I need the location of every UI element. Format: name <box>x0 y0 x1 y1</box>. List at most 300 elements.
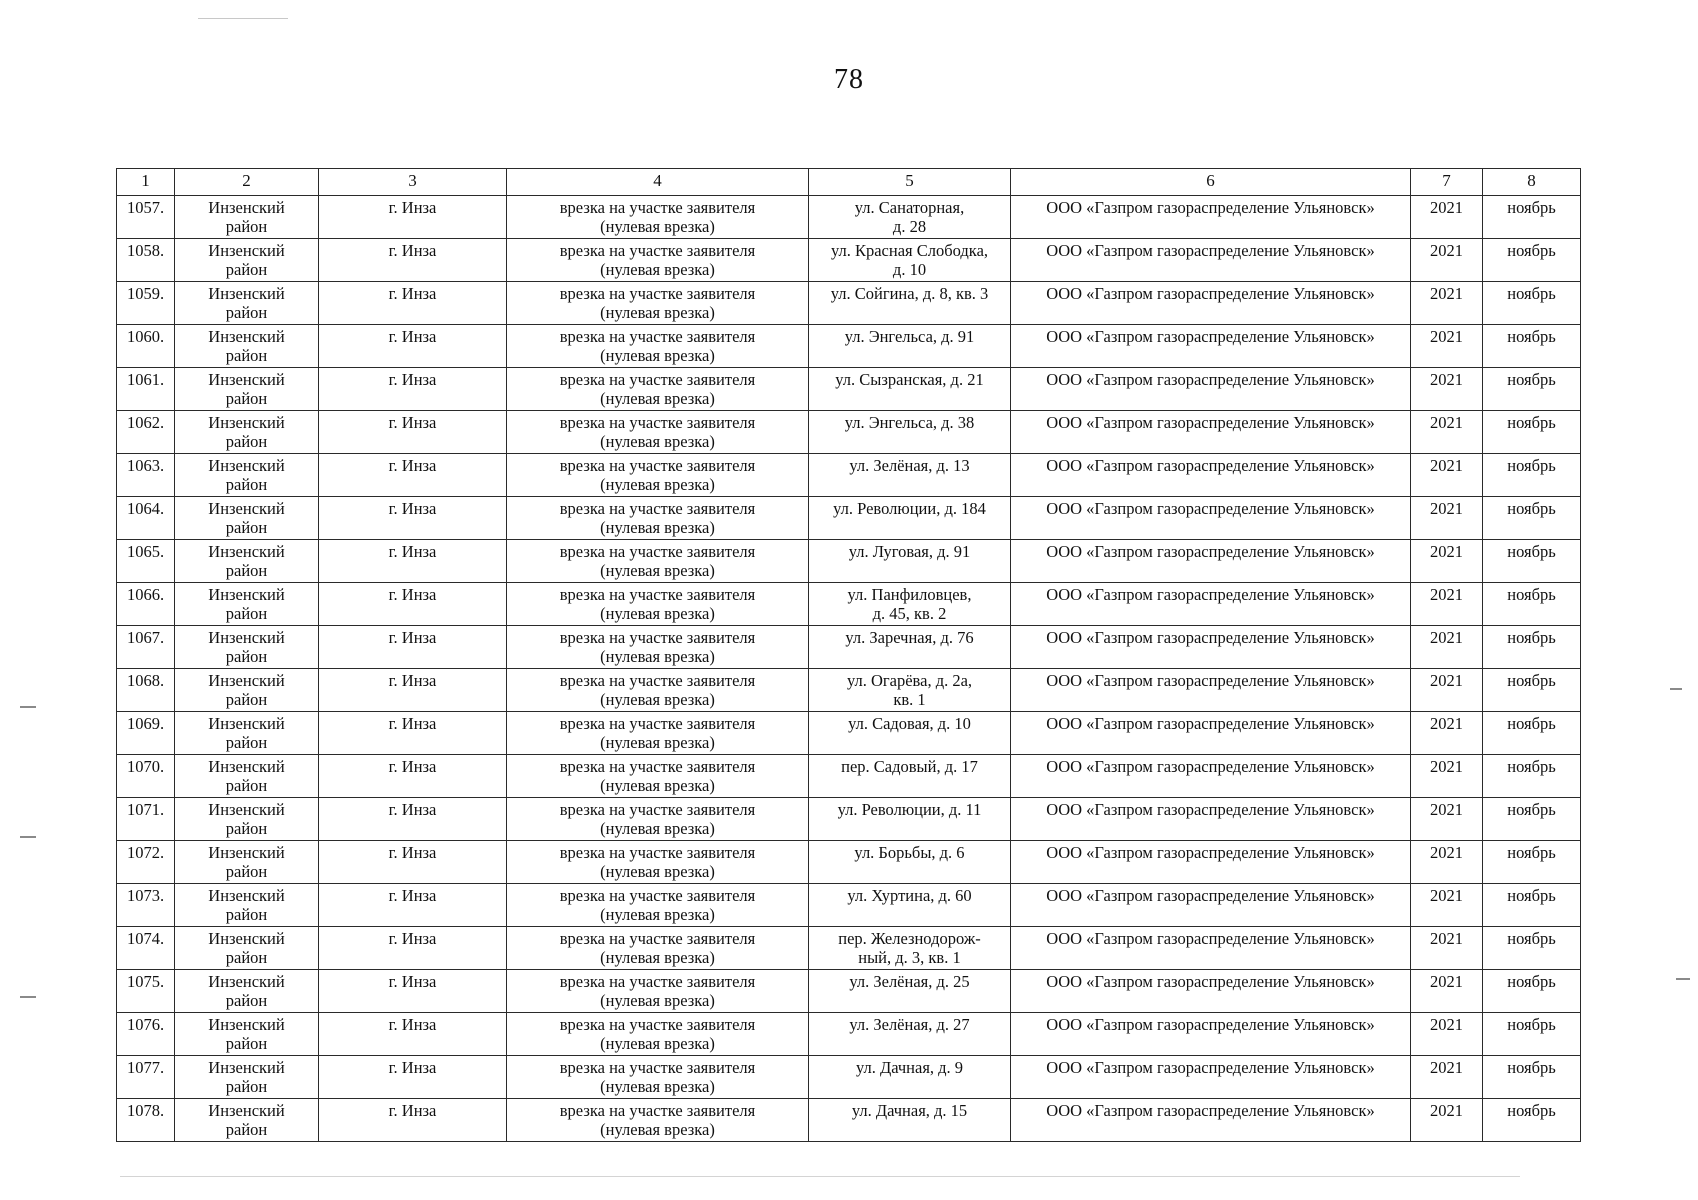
locality-cell: г. Инза <box>319 368 507 411</box>
address-cell-line: ул. Зелёная, д. 13 <box>849 456 970 475</box>
work-type-cell-line: врезка на участке заявителя <box>559 413 756 432</box>
row-number: 1061. <box>117 368 175 411</box>
work-type-cell-line: (нулевая врезка) <box>600 690 715 709</box>
district-cell-line: район <box>225 1120 268 1139</box>
row-number: 1064. <box>117 497 175 540</box>
district-cell-line: Инзенский <box>208 628 285 647</box>
month-cell: ноябрь <box>1483 454 1581 497</box>
address-cell-line: ул. Сызранская, д. 21 <box>835 370 984 389</box>
scan-mark <box>20 706 36 708</box>
year-cell: 2021 <box>1411 755 1483 798</box>
locality-cell: г. Инза <box>319 497 507 540</box>
work-type-cell-line: (нулевая врезка) <box>600 776 715 795</box>
district-cell-line: Инзенский <box>208 241 285 260</box>
work-type-cell-line: врезка на участке заявителя <box>559 671 756 690</box>
address-cell <box>809 497 1011 540</box>
month-cell: ноябрь <box>1483 1013 1581 1056</box>
organization-cell: ООО «Газпром газораспределение Ульяновск» <box>1011 368 1411 411</box>
work-type-cell <box>507 798 809 841</box>
work-type-cell-line: (нулевая врезка) <box>600 1120 715 1139</box>
work-type-cell-line: (нулевая врезка) <box>600 733 715 752</box>
district-cell-line: Инзенский <box>208 284 285 303</box>
work-type-cell-line: (нулевая врезка) <box>600 346 715 365</box>
address-cell-line: ный, д. 3, кв. 1 <box>858 948 961 967</box>
table-row <box>117 669 1581 712</box>
work-type-cell <box>507 497 809 540</box>
year-cell: 2021 <box>1411 626 1483 669</box>
work-type-cell-line: (нулевая врезка) <box>600 303 715 322</box>
column-header: 6 <box>1011 169 1411 196</box>
organization-cell: ООО «Газпром газораспределение Ульяновск» <box>1011 239 1411 282</box>
table-row <box>117 626 1581 669</box>
table-row <box>117 368 1581 411</box>
work-type-cell <box>507 755 809 798</box>
district-cell-line: Инзенский <box>208 542 285 561</box>
row-number: 1062. <box>117 411 175 454</box>
work-type-cell <box>507 1099 809 1142</box>
organization-cell: ООО «Газпром газораспределение Ульяновск» <box>1011 282 1411 325</box>
organization-cell: ООО «Газпром газораспределение Ульяновск» <box>1011 798 1411 841</box>
address-cell-line: ул. Энгельса, д. 91 <box>844 327 975 346</box>
district-cell-line: район <box>225 217 268 236</box>
address-cell <box>809 798 1011 841</box>
address-cell-line: ул. Борьбы, д. 6 <box>854 843 965 862</box>
address-cell-line: ул. Панфиловцев, <box>847 585 972 604</box>
work-type-cell-line: врезка на участке заявителя <box>559 800 756 819</box>
organization-cell: ООО «Газпром газораспределение Ульяновск» <box>1011 884 1411 927</box>
month-cell: ноябрь <box>1483 282 1581 325</box>
table-row <box>117 497 1581 540</box>
address-cell <box>809 970 1011 1013</box>
row-number: 1076. <box>117 1013 175 1056</box>
work-type-cell-line: (нулевая врезка) <box>600 518 715 537</box>
address-cell-line: ул. Садовая, д. 10 <box>848 714 971 733</box>
district-cell-line: район <box>225 303 268 322</box>
locality-cell: г. Инза <box>319 798 507 841</box>
locality-cell: г. Инза <box>319 669 507 712</box>
year-cell: 2021 <box>1411 497 1483 540</box>
row-number: 1067. <box>117 626 175 669</box>
district-cell-line: район <box>225 819 268 838</box>
organization-cell: ООО «Газпром газораспределение Ульяновск» <box>1011 411 1411 454</box>
address-cell-line: ул. Энгельса, д. 38 <box>844 413 975 432</box>
work-type-cell <box>507 841 809 884</box>
address-cell <box>809 540 1011 583</box>
table-row <box>117 1056 1581 1099</box>
district-cell-line: район <box>225 1034 268 1053</box>
locality-cell: г. Инза <box>319 970 507 1013</box>
district-cell <box>175 239 319 282</box>
district-cell <box>175 540 319 583</box>
district-cell-line: Инзенский <box>208 929 285 948</box>
address-cell <box>809 1056 1011 1099</box>
address-cell-line: ул. Зелёная, д. 27 <box>849 1015 970 1034</box>
district-cell <box>175 1013 319 1056</box>
district-cell-line: Инзенский <box>208 1015 285 1034</box>
district-cell <box>175 1056 319 1099</box>
district-cell-line: Инзенский <box>208 327 285 346</box>
locality-cell: г. Инза <box>319 239 507 282</box>
work-type-cell-line: (нулевая врезка) <box>600 862 715 881</box>
work-type-cell-line: (нулевая врезка) <box>600 217 715 236</box>
work-type-cell-line: (нулевая врезка) <box>600 819 715 838</box>
year-cell: 2021 <box>1411 1099 1483 1142</box>
month-cell: ноябрь <box>1483 497 1581 540</box>
month-cell: ноябрь <box>1483 755 1581 798</box>
table-row <box>117 1013 1581 1056</box>
month-cell: ноябрь <box>1483 540 1581 583</box>
month-cell: ноябрь <box>1483 1056 1581 1099</box>
work-type-cell <box>507 583 809 626</box>
table-row <box>117 884 1581 927</box>
address-cell-line: ул. Революции, д. 11 <box>837 800 982 819</box>
row-number: 1072. <box>117 841 175 884</box>
year-cell: 2021 <box>1411 841 1483 884</box>
locality-cell: г. Инза <box>319 325 507 368</box>
row-number: 1057. <box>117 196 175 239</box>
month-cell: ноябрь <box>1483 196 1581 239</box>
work-type-cell-line: врезка на участке заявителя <box>559 714 756 733</box>
district-cell-line: Инзенский <box>208 714 285 733</box>
district-cell-line: район <box>225 432 268 451</box>
work-type-cell <box>507 196 809 239</box>
work-type-cell-line: врезка на участке заявителя <box>559 542 756 561</box>
year-cell: 2021 <box>1411 712 1483 755</box>
work-type-cell <box>507 626 809 669</box>
organization-cell: ООО «Газпром газораспределение Ульяновск» <box>1011 626 1411 669</box>
month-cell: ноябрь <box>1483 798 1581 841</box>
column-header: 8 <box>1483 169 1581 196</box>
district-cell <box>175 970 319 1013</box>
address-cell-line: кв. 1 <box>893 690 926 709</box>
address-cell-line: д. 28 <box>892 217 927 236</box>
work-type-cell <box>507 927 809 970</box>
row-number: 1066. <box>117 583 175 626</box>
year-cell: 2021 <box>1411 884 1483 927</box>
month-cell: ноябрь <box>1483 927 1581 970</box>
work-type-cell <box>507 669 809 712</box>
row-number: 1071. <box>117 798 175 841</box>
work-type-cell-line: (нулевая врезка) <box>600 475 715 494</box>
locality-cell: г. Инза <box>319 626 507 669</box>
work-type-cell-line: врезка на участке заявителя <box>559 628 756 647</box>
district-cell-line: Инзенский <box>208 499 285 518</box>
locality-cell: г. Инза <box>319 282 507 325</box>
district-cell-line: район <box>225 604 268 623</box>
district-cell-line: район <box>225 862 268 881</box>
month-cell: ноябрь <box>1483 669 1581 712</box>
district-cell-line: Инзенский <box>208 456 285 475</box>
district-cell-line: район <box>225 905 268 924</box>
work-type-cell-line: (нулевая врезка) <box>600 604 715 623</box>
locality-cell: г. Инза <box>319 1099 507 1142</box>
district-cell <box>175 712 319 755</box>
work-type-cell-line: врезка на участке заявителя <box>559 456 756 475</box>
district-cell-line: Инзенский <box>208 972 285 991</box>
district-cell-line: район <box>225 991 268 1010</box>
organization-cell: ООО «Газпром газораспределение Ульяновск» <box>1011 583 1411 626</box>
work-type-cell <box>507 970 809 1013</box>
work-type-cell <box>507 884 809 927</box>
district-cell-line: Инзенский <box>208 671 285 690</box>
row-number: 1065. <box>117 540 175 583</box>
work-type-cell-line: врезка на участке заявителя <box>559 757 756 776</box>
address-cell <box>809 282 1011 325</box>
address-cell-line: пер. Садовый, д. 17 <box>841 757 978 776</box>
work-type-cell-line: (нулевая врезка) <box>600 432 715 451</box>
district-cell-line: район <box>225 733 268 752</box>
district-cell <box>175 325 319 368</box>
district-cell <box>175 411 319 454</box>
district-cell-line: Инзенский <box>208 198 285 217</box>
month-cell: ноябрь <box>1483 884 1581 927</box>
organization-cell: ООО «Газпром газораспределение Ульяновск» <box>1011 970 1411 1013</box>
work-type-cell <box>507 368 809 411</box>
month-cell: ноябрь <box>1483 712 1581 755</box>
district-cell <box>175 368 319 411</box>
table-row <box>117 411 1581 454</box>
work-type-cell-line: врезка на участке заявителя <box>559 327 756 346</box>
organization-cell: ООО «Газпром газораспределение Ульяновск» <box>1011 325 1411 368</box>
organization-cell: ООО «Газпром газораспределение Ульяновск» <box>1011 454 1411 497</box>
month-cell: ноябрь <box>1483 841 1581 884</box>
address-cell-line: пер. Железнодорож- <box>838 929 981 948</box>
work-type-cell <box>507 239 809 282</box>
address-cell-line: ул. Огарёва, д. 2а, <box>846 671 973 690</box>
column-header: 3 <box>319 169 507 196</box>
district-cell-line: район <box>225 690 268 709</box>
work-type-cell <box>507 1056 809 1099</box>
table-row <box>117 798 1581 841</box>
district-cell-line: Инзенский <box>208 886 285 905</box>
work-type-cell <box>507 540 809 583</box>
work-type-cell-line: врезка на участке заявителя <box>559 843 756 862</box>
work-type-cell-line: врезка на участке заявителя <box>559 1015 756 1034</box>
year-cell: 2021 <box>1411 454 1483 497</box>
address-cell <box>809 368 1011 411</box>
address-cell-line: ул. Санаторная, <box>854 198 965 217</box>
month-cell: ноябрь <box>1483 583 1581 626</box>
organization-cell: ООО «Газпром газораспределение Ульяновск» <box>1011 841 1411 884</box>
column-header: 2 <box>175 169 319 196</box>
organization-cell: ООО «Газпром газораспределение Ульяновск» <box>1011 1056 1411 1099</box>
table-row <box>117 239 1581 282</box>
address-cell-line: ул. Хуртина, д. 60 <box>847 886 972 905</box>
address-cell <box>809 755 1011 798</box>
month-cell: ноябрь <box>1483 411 1581 454</box>
address-cell <box>809 669 1011 712</box>
scan-mark <box>1676 978 1690 980</box>
district-cell <box>175 884 319 927</box>
organization-cell: ООО «Газпром газораспределение Ульяновск» <box>1011 755 1411 798</box>
month-cell: ноябрь <box>1483 970 1581 1013</box>
row-number: 1070. <box>117 755 175 798</box>
year-cell: 2021 <box>1411 239 1483 282</box>
locality-cell: г. Инза <box>319 540 507 583</box>
year-cell: 2021 <box>1411 927 1483 970</box>
work-type-cell-line: (нулевая врезка) <box>600 561 715 580</box>
year-cell: 2021 <box>1411 583 1483 626</box>
work-type-cell-line: врезка на участке заявителя <box>559 370 756 389</box>
row-number: 1069. <box>117 712 175 755</box>
address-cell <box>809 1099 1011 1142</box>
month-cell: ноябрь <box>1483 239 1581 282</box>
year-cell: 2021 <box>1411 1013 1483 1056</box>
row-number: 1075. <box>117 970 175 1013</box>
locality-cell: г. Инза <box>319 411 507 454</box>
work-type-cell-line: врезка на участке заявителя <box>559 972 756 991</box>
organization-cell: ООО «Газпром газораспределение Ульяновск» <box>1011 1099 1411 1142</box>
district-cell <box>175 798 319 841</box>
district-cell-line: район <box>225 948 268 967</box>
table-row <box>117 1099 1581 1142</box>
district-cell-line: Инзенский <box>208 843 285 862</box>
locality-cell: г. Инза <box>319 884 507 927</box>
row-number: 1078. <box>117 1099 175 1142</box>
district-cell-line: Инзенский <box>208 1058 285 1077</box>
work-type-cell-line: (нулевая врезка) <box>600 1077 715 1096</box>
table-row <box>117 540 1581 583</box>
row-number: 1060. <box>117 325 175 368</box>
locality-cell: г. Инза <box>319 927 507 970</box>
district-cell-line: Инзенский <box>208 413 285 432</box>
district-cell-line: район <box>225 518 268 537</box>
work-type-cell-line: врезка на участке заявителя <box>559 241 756 260</box>
work-type-cell <box>507 1013 809 1056</box>
column-header: 5 <box>809 169 1011 196</box>
table-row <box>117 755 1581 798</box>
organization-cell: ООО «Газпром газораспределение Ульяновск» <box>1011 712 1411 755</box>
year-cell: 2021 <box>1411 282 1483 325</box>
district-cell-line: Инзенский <box>208 800 285 819</box>
year-cell: 2021 <box>1411 368 1483 411</box>
address-cell <box>809 927 1011 970</box>
column-header: 7 <box>1411 169 1483 196</box>
district-cell <box>175 282 319 325</box>
district-cell-line: район <box>225 1077 268 1096</box>
year-cell: 2021 <box>1411 669 1483 712</box>
table-row <box>117 454 1581 497</box>
month-cell: ноябрь <box>1483 626 1581 669</box>
table-row <box>117 927 1581 970</box>
district-cell <box>175 755 319 798</box>
work-type-cell <box>507 325 809 368</box>
district-cell-line: район <box>225 475 268 494</box>
row-number: 1058. <box>117 239 175 282</box>
district-cell <box>175 497 319 540</box>
work-type-cell-line: (нулевая врезка) <box>600 389 715 408</box>
address-cell <box>809 454 1011 497</box>
column-header: 4 <box>507 169 809 196</box>
address-cell-line: ул. Дачная, д. 15 <box>851 1101 968 1120</box>
address-cell <box>809 626 1011 669</box>
locality-cell: г. Инза <box>319 841 507 884</box>
row-number: 1077. <box>117 1056 175 1099</box>
district-cell <box>175 1099 319 1142</box>
address-cell <box>809 411 1011 454</box>
row-number: 1073. <box>117 884 175 927</box>
month-cell: ноябрь <box>1483 368 1581 411</box>
address-cell <box>809 196 1011 239</box>
address-cell <box>809 712 1011 755</box>
locality-cell: г. Инза <box>319 755 507 798</box>
table-row <box>117 712 1581 755</box>
district-cell-line: Инзенский <box>208 585 285 604</box>
district-cell-line: район <box>225 260 268 279</box>
work-type-cell-line: врезка на участке заявителя <box>559 499 756 518</box>
district-cell-line: район <box>225 346 268 365</box>
address-cell <box>809 583 1011 626</box>
organization-cell: ООО «Газпром газораспределение Ульяновск» <box>1011 540 1411 583</box>
year-cell: 2021 <box>1411 540 1483 583</box>
district-cell-line: район <box>225 561 268 580</box>
organization-cell: ООО «Газпром газораспределение Ульяновск» <box>1011 927 1411 970</box>
locality-cell: г. Инза <box>319 454 507 497</box>
work-type-cell-line: (нулевая врезка) <box>600 647 715 666</box>
gasification-table <box>116 168 1581 1142</box>
scan-mark <box>120 1176 1520 1177</box>
district-cell-line: Инзенский <box>208 370 285 389</box>
scan-mark <box>1670 688 1682 690</box>
work-type-cell-line: (нулевая врезка) <box>600 948 715 967</box>
table-row <box>117 970 1581 1013</box>
work-type-cell-line: врезка на участке заявителя <box>559 1101 756 1120</box>
district-cell-line: район <box>225 389 268 408</box>
address-cell-line: д. 10 <box>892 260 927 279</box>
work-type-cell-line: (нулевая врезка) <box>600 991 715 1010</box>
locality-cell: г. Инза <box>319 1056 507 1099</box>
district-cell-line: Инзенский <box>208 757 285 776</box>
district-cell <box>175 927 319 970</box>
district-cell <box>175 454 319 497</box>
work-type-cell-line: (нулевая врезка) <box>600 260 715 279</box>
address-cell-line: ул. Дачная, д. 9 <box>855 1058 964 1077</box>
row-number: 1059. <box>117 282 175 325</box>
district-cell <box>175 583 319 626</box>
district-cell <box>175 841 319 884</box>
address-cell-line: ул. Заречная, д. 76 <box>845 628 974 647</box>
table-row <box>117 583 1581 626</box>
address-cell-line: ул. Луговая, д. 91 <box>848 542 971 561</box>
table-row <box>117 196 1581 239</box>
year-cell: 2021 <box>1411 798 1483 841</box>
organization-cell: ООО «Газпром газораспределение Ульяновск» <box>1011 669 1411 712</box>
work-type-cell-line: врезка на участке заявителя <box>559 198 756 217</box>
address-cell-line: ул. Зелёная, д. 25 <box>849 972 970 991</box>
address-cell <box>809 884 1011 927</box>
district-cell <box>175 626 319 669</box>
row-number: 1074. <box>117 927 175 970</box>
district-cell-line: район <box>225 647 268 666</box>
work-type-cell-line: (нулевая врезка) <box>600 905 715 924</box>
address-cell-line: ул. Сойгина, д. 8, кв. 3 <box>830 284 989 303</box>
organization-cell: ООО «Газпром газораспределение Ульяновск» <box>1011 1013 1411 1056</box>
table-row <box>117 841 1581 884</box>
address-cell <box>809 1013 1011 1056</box>
work-type-cell <box>507 282 809 325</box>
locality-cell: г. Инза <box>319 712 507 755</box>
district-cell <box>175 196 319 239</box>
work-type-cell-line: (нулевая врезка) <box>600 1034 715 1053</box>
district-cell <box>175 669 319 712</box>
address-cell-line: ул. Революции, д. 184 <box>833 499 986 518</box>
work-type-cell-line: врезка на участке заявителя <box>559 1058 756 1077</box>
address-cell-line: д. 45, кв. 2 <box>872 604 947 623</box>
row-number: 1068. <box>117 669 175 712</box>
work-type-cell <box>507 712 809 755</box>
year-cell: 2021 <box>1411 970 1483 1013</box>
page-number: 78 <box>834 64 864 95</box>
